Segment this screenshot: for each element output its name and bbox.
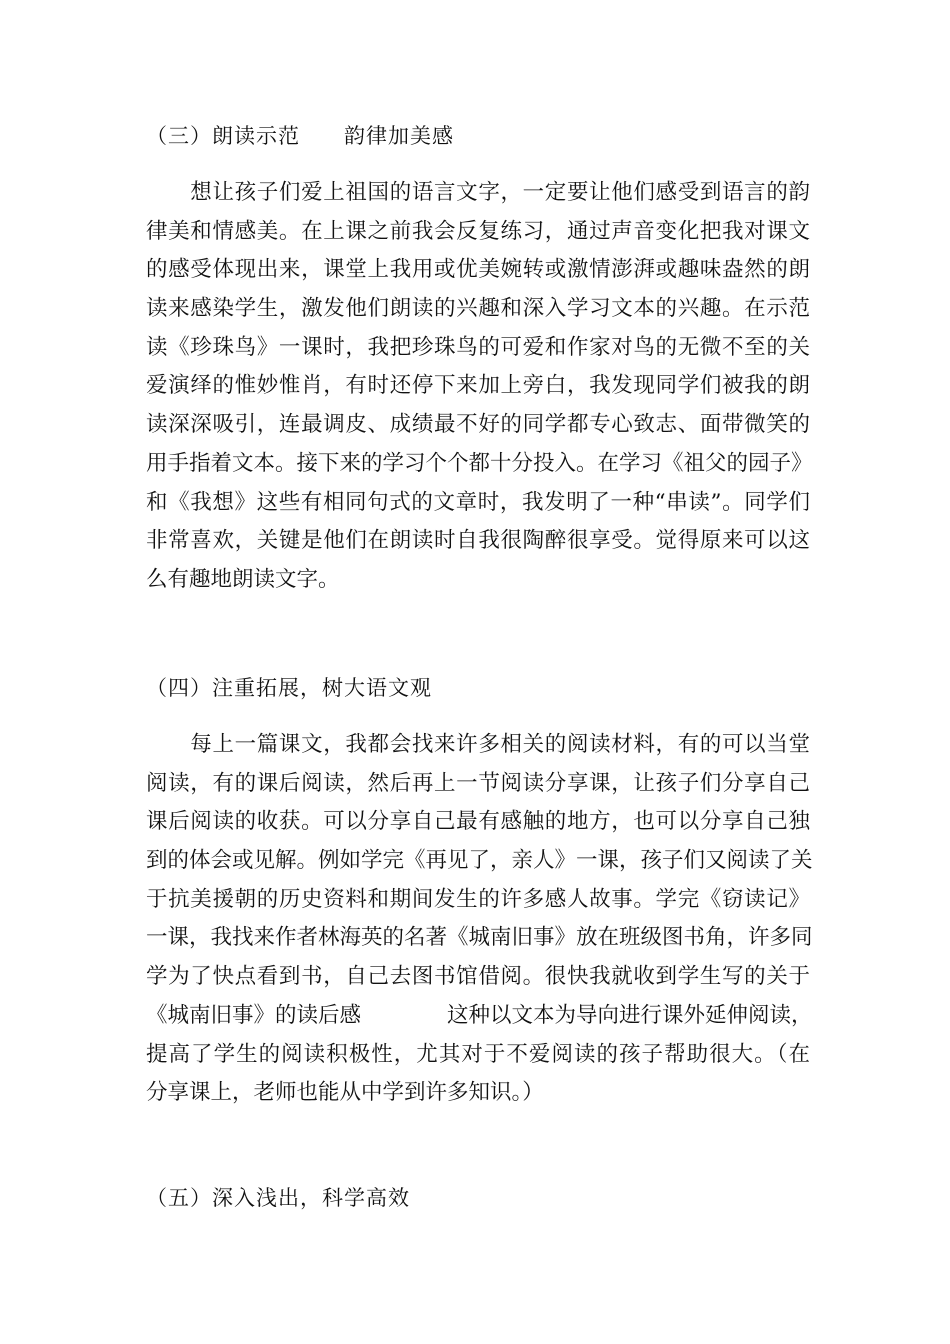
paragraph-line: 读来感染学生，激发他们朗读的兴趣和深入学习文本的兴趣。在示范 xyxy=(146,296,810,322)
paragraph-line: 读《珍珠鸟》一课时，我把珍珠鸟的可爱和作家对鸟的无微不至的关 xyxy=(146,334,810,360)
paragraph-line: 课后阅读的收获。可以分享自己最有感触的地方，也可以分享自己独 xyxy=(146,809,810,835)
paragraph-line: 读深深吸引，连最调皮、成绩最不好的同学都专心致志、面带微笑的 xyxy=(146,412,810,438)
paragraph-line: 于抗美援朝的历史资料和期间发生的许多感人故事。学完《窃读记》 xyxy=(146,886,810,912)
paragraph-line: 到的体会或见解。例如学完《再见了，亲人》一课，孩子们又阅读了关 xyxy=(146,848,813,874)
section-paragraph-4 xyxy=(146,726,813,1113)
section-heading-3: （三）朗读示范 韵律加美感 xyxy=(146,124,454,148)
paragraph-line: 分享课上，老师也能从中学到许多知识。） xyxy=(146,1080,544,1106)
paragraph-line: 阅读，有的课后阅读，然后再上一节阅读分享课，让孩子们分享自己 xyxy=(146,770,810,796)
paragraph-line: 么有趣地朗读文字。 xyxy=(146,566,340,592)
section-heading-5: （五）深入浅出，科学高效 xyxy=(146,1186,410,1210)
section-paragraph-3 xyxy=(146,174,813,600)
paragraph-line: 一课，我找来作者林海英的名著《城南旧事》放在班级图书角，许多同 xyxy=(146,925,813,951)
paragraph-line: 爱演绎的惟妙惟肖，有时还停下来加上旁白，我发现同学们被我的朗 xyxy=(146,373,810,399)
paragraph-line: 和《我想》这些有相同句式的文章时，我发明了一种“串读”。同学们 xyxy=(146,489,810,515)
section-heading-4: （四）注重拓展，树大语文观 xyxy=(146,676,432,700)
paragraph-line: 律美和情感美。在上课之前我会反复练习，通过声音变化把我对课文 xyxy=(146,218,810,244)
paragraph-line: 学为了快点看到书，自己去图书馆借阅。很快我就收到学生写的关于 xyxy=(146,964,810,990)
paragraph-line: 想让孩子们爱上祖国的语言文字，一定要让他们感受到语言的韵 xyxy=(146,180,810,205)
paragraph-line: 《城南旧事》的读后感 这种以文本为导向进行课外延伸阅读， xyxy=(146,1002,813,1028)
paragraph-line: 非常喜欢，关键是他们在朗读时自我很陶醉很享受。觉得原来可以这 xyxy=(146,528,810,554)
paragraph-line: 的感受体现出来，课堂上我用或优美婉转或激情澎湃或趣味盎然的朗 xyxy=(146,257,810,283)
paragraph-line: 提高了学生的阅读积极性，尤其对于不爱阅读的孩子帮助很大。（在 xyxy=(146,1041,810,1067)
paragraph-line: 用手指着文本。接下来的学习个个都十分投入。在学习《祖父的园子》 xyxy=(146,450,813,476)
paragraph-line: 每上一篇课文，我都会找来许多相关的阅读材料，有的可以当堂 xyxy=(146,732,810,757)
